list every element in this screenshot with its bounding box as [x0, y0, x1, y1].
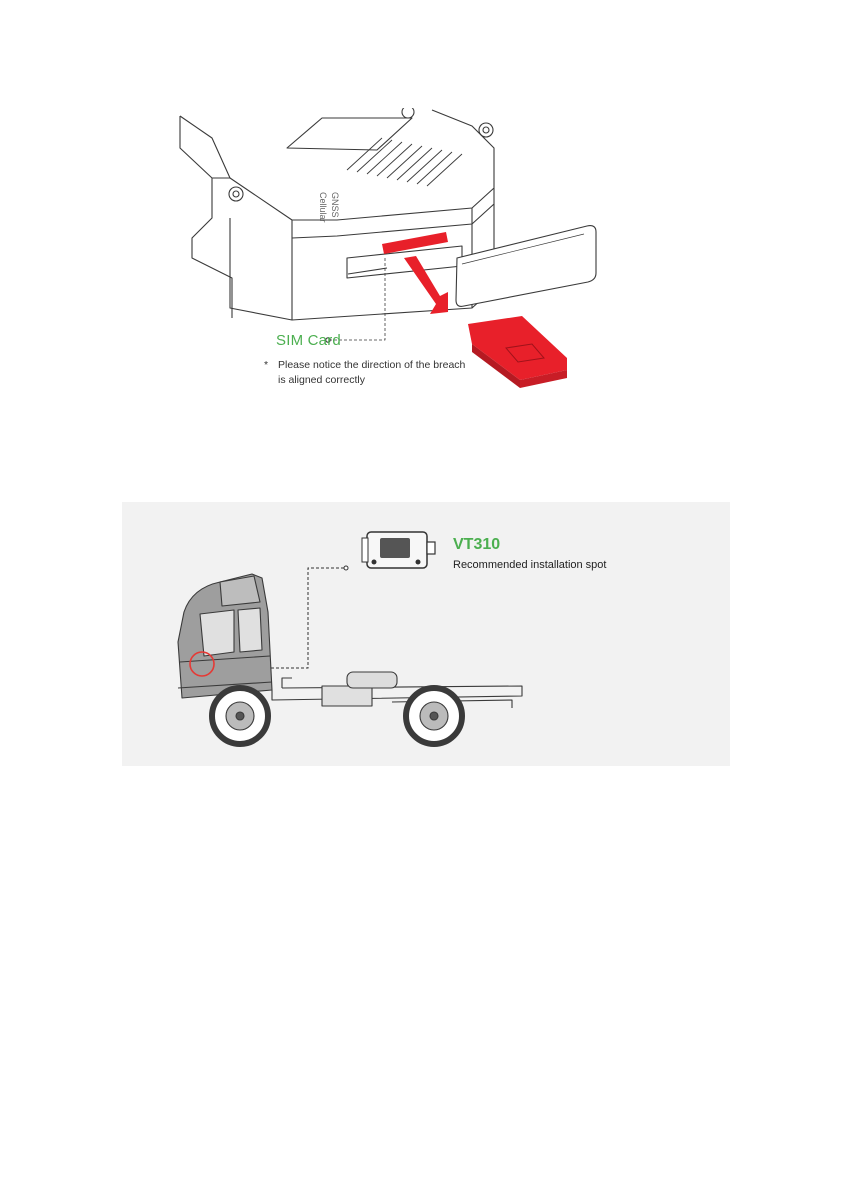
sim-card-label: SIM Card [276, 332, 341, 349]
installation-caption: Recommended installation spot [453, 559, 607, 571]
installation-figure [122, 502, 730, 766]
truck-line-art [122, 502, 730, 766]
svg-text:Cellular: Cellular [318, 192, 328, 223]
embossed-label [318, 192, 340, 223]
sim-orientation-note [264, 358, 465, 388]
sim-card-icon [468, 316, 567, 388]
note-line-1: Please notice the direction of the breach [278, 359, 466, 371]
truck [178, 574, 522, 744]
device-line-art [172, 108, 612, 398]
sim-installation-figure [172, 108, 612, 398]
note-asterisk: * [264, 359, 269, 371]
note-line-2: is aligned correctly [278, 374, 365, 386]
model-label: VT310 [453, 536, 501, 553]
device-icon [362, 532, 435, 568]
svg-text:GNSS: GNSS [330, 192, 340, 218]
